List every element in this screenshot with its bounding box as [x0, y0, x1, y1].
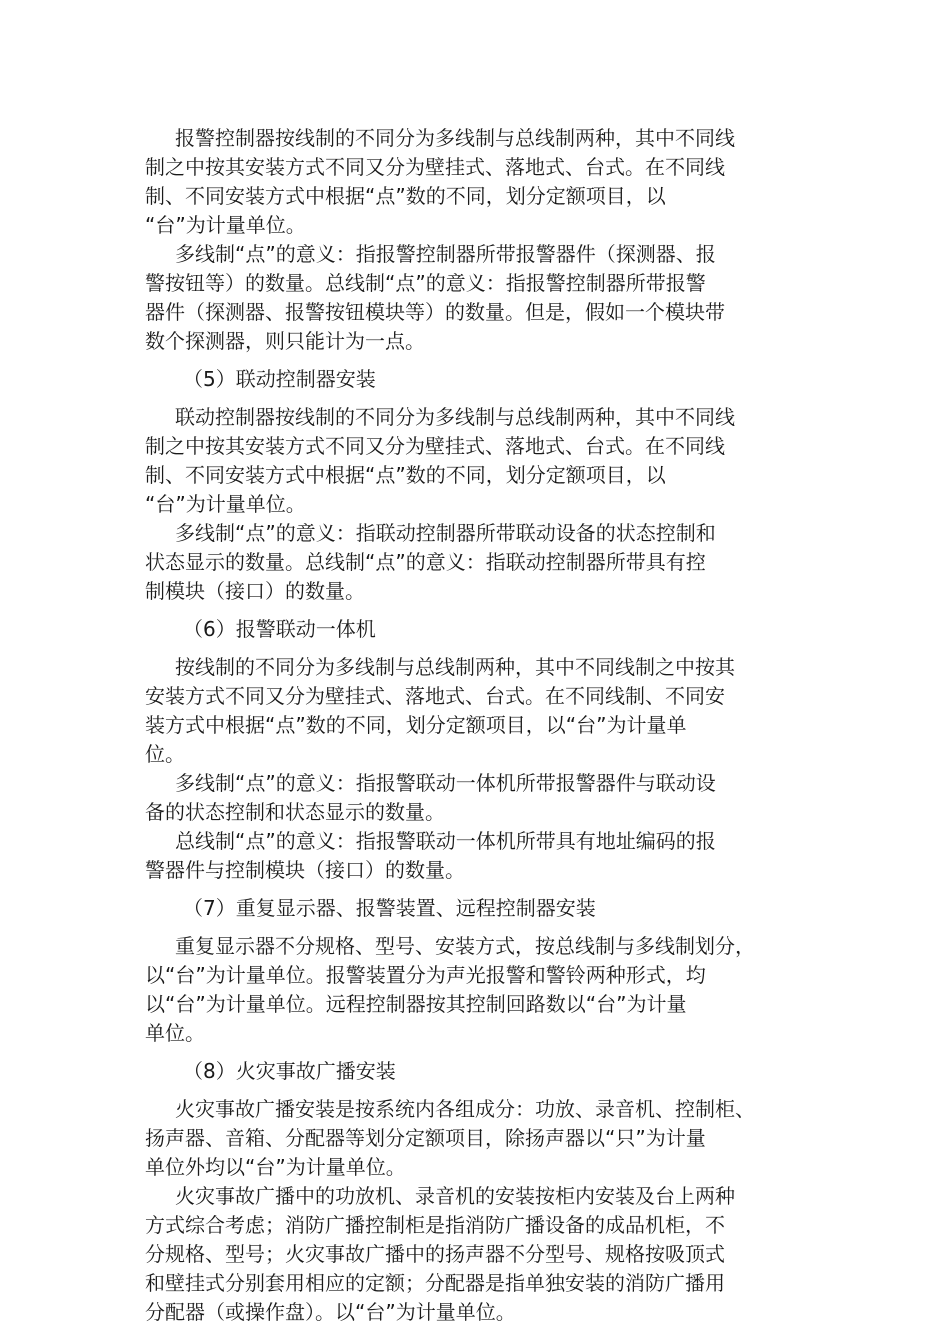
paragraph [145, 240, 813, 356]
section-heading: （6）报警联动一体机 [183, 617, 376, 641]
text-line: 多线制“点”的意义：指联动控制器所带联动设备的状态控制和 [175, 521, 716, 545]
text-line: 分配器（或操作盘）。以“台”为计量单位。 [145, 1300, 516, 1324]
text-line: 重复显示器不分规格、型号、安装方式，按总线制与多线制划分， [175, 934, 755, 958]
text-line: 安装方式不同又分为壁挂式、落地式、台式。在不同线制、不同安 [145, 684, 725, 708]
text-line: 位。 [145, 742, 185, 766]
spacer [145, 606, 813, 615]
spacer [145, 1086, 813, 1095]
text-line: 警器件与控制模块（接口）的数量。 [145, 858, 465, 882]
paragraph [145, 827, 813, 885]
text-line: 以“台”为计量单位。报警装置分为声光报警和警铃两种形式，均 [145, 963, 706, 987]
text-line: 制之中按其安装方式不同又分为壁挂式、落地式、台式。在不同线 [145, 434, 725, 458]
text-line: 分规格、型号；火灾事故广播中的扬声器不分型号、规格按吸顶式 [145, 1242, 725, 1266]
section-heading: （7）重复显示器、报警装置、远程控制器安装 [183, 896, 596, 920]
section-heading: （8）火灾事故广播安装 [183, 1059, 396, 1083]
text-line: 装方式中根据“点”数的不同，划分定额项目，以“台”为计量单 [145, 713, 687, 737]
text-line: “台”为计量单位。 [145, 492, 306, 516]
text-line: 单位。 [145, 1021, 205, 1045]
document-page [145, 124, 813, 1327]
text-line: 数个探测器，则只能计为一点。 [145, 329, 425, 353]
paragraph [145, 1095, 813, 1182]
section-heading: （5）联动控制器安装 [183, 367, 376, 391]
text-line: 按线制的不同分为多线制与总线制两种，其中不同线制之中按其 [175, 655, 735, 679]
paragraph [145, 932, 813, 1048]
text-line: 备的状态控制和状态显示的数量。 [145, 800, 445, 824]
text-line: 联动控制器按线制的不同分为多线制与总线制两种，其中不同线 [175, 405, 735, 429]
text-line: “台”为计量单位。 [145, 213, 306, 237]
spacer [145, 356, 813, 365]
paragraph [145, 124, 813, 240]
paragraph [145, 769, 813, 827]
text-line: 警按钮等）的数量。总线制“点”的意义：指报警控制器所带报警 [145, 271, 706, 295]
spacer [145, 885, 813, 894]
text-line: 单位外均以“台”为计量单位。 [145, 1155, 406, 1179]
text-line: 方式综合考虑；消防广播控制柜是指消防广播设备的成品机柜，不 [145, 1213, 725, 1237]
spacer [145, 644, 813, 653]
text-line: 制模块（接口）的数量。 [145, 579, 365, 603]
text-line: 总线制“点”的意义：指报警联动一体机所带具有地址编码的报 [175, 829, 716, 853]
spacer [145, 923, 813, 932]
text-line: 火灾事故广播安装是按系统内各组成分：功放、录音机、控制柜、 [175, 1097, 755, 1121]
text-line: 制、不同安装方式中根据“点”数的不同，划分定额项目，以 [145, 184, 666, 208]
paragraph [145, 403, 813, 519]
spacer [145, 394, 813, 403]
paragraph [145, 1182, 813, 1327]
text-line: 和壁挂式分别套用相应的定额；分配器是指单独安装的消防广播用 [145, 1271, 725, 1295]
spacer [145, 1048, 813, 1057]
text-line: 器件（探测器、报警按钮模块等）的数量。但是，假如一个模块带 [145, 300, 725, 324]
text-line: 报警控制器按线制的不同分为多线制与总线制两种，其中不同线 [175, 126, 735, 150]
text-line: 以“台”为计量单位。远程控制器按其控制回路数以“台”为计量 [145, 992, 687, 1016]
text-line: 多线制“点”的意义：指报警控制器所带报警器件（探测器、报 [175, 242, 716, 266]
text-line: 制、不同安装方式中根据“点”数的不同，划分定额项目，以 [145, 463, 666, 487]
text-line: 制之中按其安装方式不同又分为壁挂式、落地式、台式。在不同线 [145, 155, 725, 179]
text-line: 状态显示的数量。总线制“点”的意义：指联动控制器所带具有控 [145, 550, 706, 574]
paragraph [145, 653, 813, 769]
text-line: 扬声器、音箱、分配器等划分定额项目，除扬声器以“只”为计量 [145, 1126, 706, 1150]
text-line: 火灾事故广播中的功放机、录音机的安装按柜内安装及台上两种 [175, 1184, 735, 1208]
paragraph [145, 519, 813, 606]
text-line: 多线制“点”的意义：指报警联动一体机所带报警器件与联动设 [175, 771, 716, 795]
